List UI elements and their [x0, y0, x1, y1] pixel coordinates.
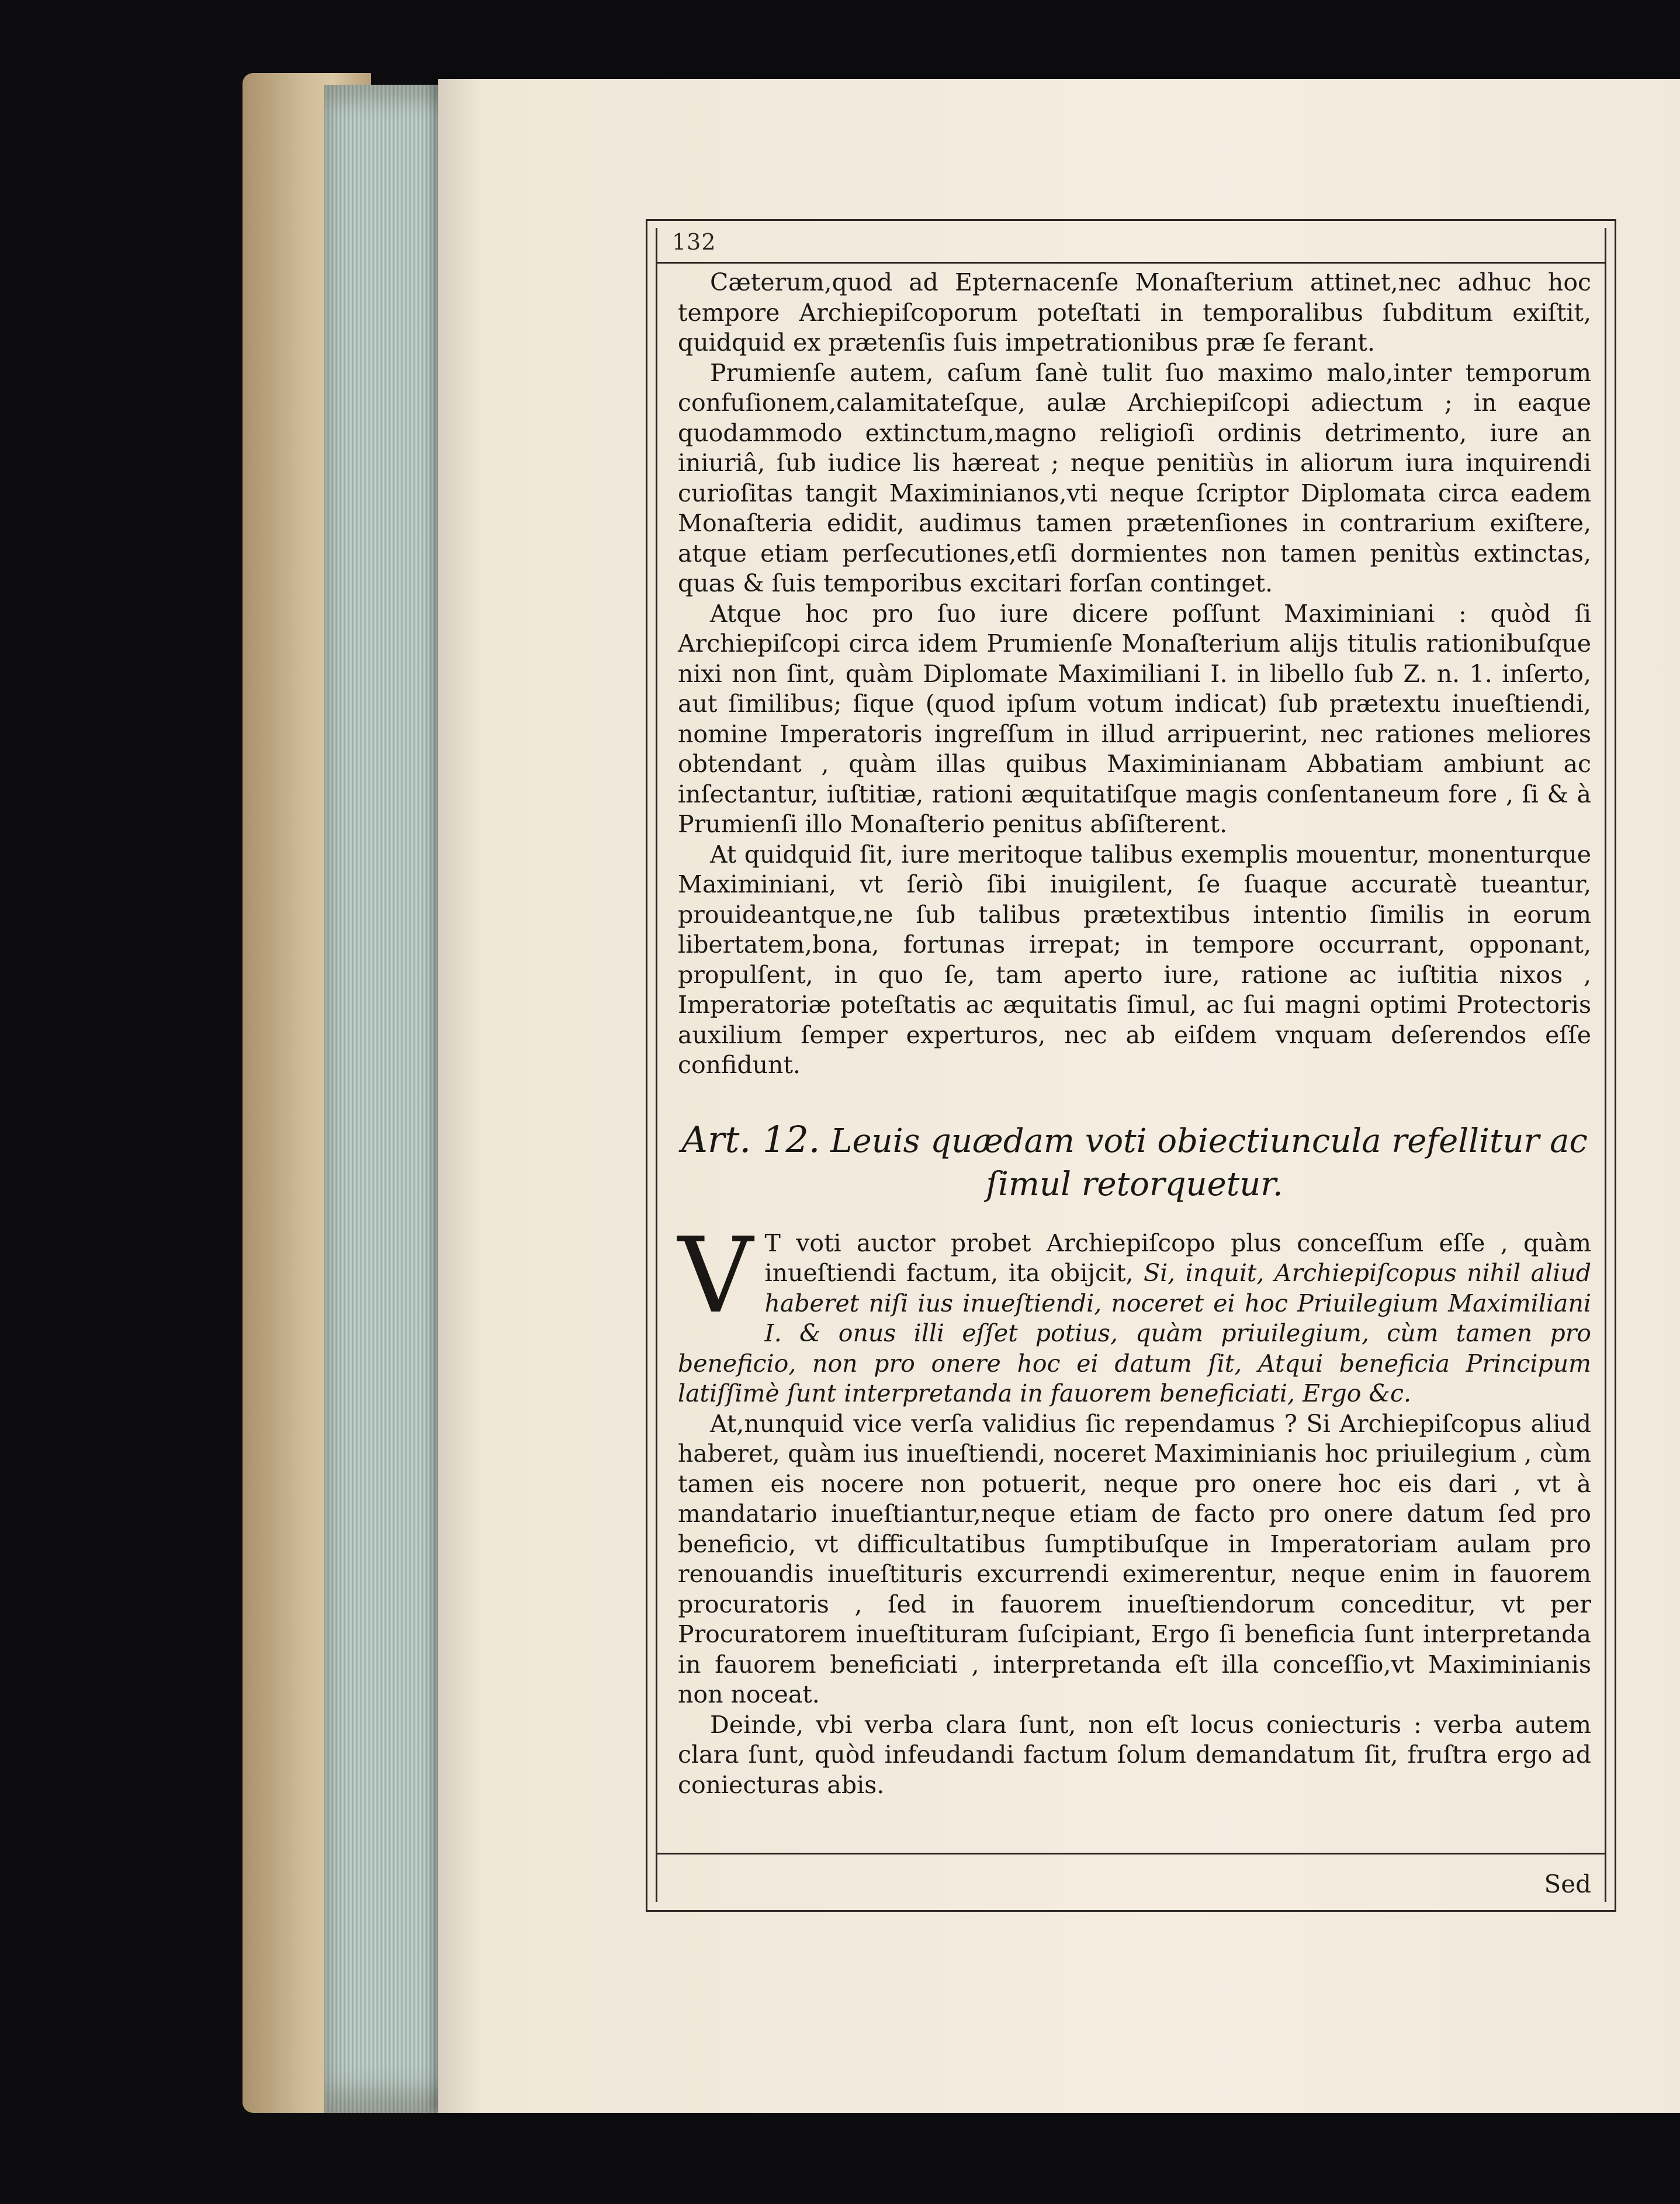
- paragraph: At quidquid ſit, iure meritoque talibus exemplis mouentur, monenturque Maximiniani, vt ſeriò ſibi inuigilent, ſe ſuaque accuratè tueantur, prouideantque,ne ſub talibus prætextibus intentio ſimilis in eorum libertatem,bona, fortunas irrepat; in tempore occurrant, opponant, propulſent, in quo ſe, tam aperto iure, ratione ac iuſtitia nixos , Imperatoriæ poteſtatis ac æquitatis ſimul, ac ſui magni optimi Protectoris auxilium ſemper experturos, nec ab eiſdem vnquam deſerendos eſſe confidunt.: [678, 840, 1591, 1079]
- drop-cap: V: [678, 1215, 753, 1336]
- quoted-objection: Si, inquit, Archiepiſcopus nihil aliud haberet niſi ius inueſtiendi, noceret ei hoc Priuilegium Maximiliani I. & onus illi eſſet potius, quàm priuilegium, cùm tamen pro beneficio, non pro onere hoc ei datum ſit, Atqui beneficia Principum latiſſimè ſunt interpretanda in fauorem beneficiati, Ergo &c.: [678, 1259, 1592, 1407]
- catchword: Sed: [1544, 1870, 1591, 1898]
- first-paragraph: [678, 1215, 1592, 1409]
- paragraph: Deinde, vbi verba clara ſunt, non eſt locus coniecturis : verba autem clara ſunt, quòd infeudandi factum ſolum demandatum ſit, fruſtra ergo ad coniecturas abis.: [678, 1710, 1591, 1799]
- text-frame: [646, 219, 1616, 1912]
- paragraph-text: T voti auctor probet Archiepiſcopo plus conceſſum eſſe , quàm inueſtiendi factum, ita obijcit,: [764, 1229, 1591, 1287]
- paragraph: At,nunquid vice verſa validius ſic rependamus ? Si Archiepiſcopus aliud haberet, quàm ius inueſtiendi, noceret Maximinianis hoc priuilegium , cùm tamen eis nocere non potuerit, neque pro onere hoc eis dari , vt à mandatario inueſtiantur,neque etiam de facto pro onere datum ſed pro beneficio, vt difficultatibus ſumptibuſque in Imperatoriam aulam pro renouandis inueſtituris excurrendi eximerentur, neque enim in fauorem procuratoris , ſed in fauorem inueſtiendorum conceditur, vt per Procuratorem inueſtituram ſuſcipiant, Ergo ſi beneficia ſunt interpretanda in fauorem beneficiati , interpretanda eſt illa conceſſio,vt Maximinianis non noceat.: [678, 1409, 1591, 1708]
- paragraph: Prumienſe autem, caſum ſanè tulit ſuo maximo malo,inter temporum confuſionem,calamitateſque, aulæ Archiepiſcopi adiectum ; in eaque quodammodo extinctum,magno religioſi ordinis detrimento, iure an iniuriâ, ſub iudice lis hæreat ; neque penitiùs in aliorum iura inquirendi curioſitas tangit Maximinianos,vti neque ſcriptor Diplomata circa eadem Monaſteria edidit, audimus tamen prætenſiones in contrarium exiſtere, atque etiam perſecutiones,etſi dormientes non tamen penitùs extinctas, quas & ſuis temporibus excitari forſan continget.: [678, 358, 1591, 597]
- footer-rule: [656, 1853, 1606, 1854]
- text-body: [678, 268, 1591, 1800]
- paragraph: Atque hoc pro ſuo iure dicere poſſunt Maximiniani : quòd ſi Archiepiſcopi circa idem Prumienſe Monaſterium alijs titulis rationibuſque nixi non ſint, quàm Diplomate Maximiliani I. in libello ſub Z. n. 1. inſerto, aut ſimilibus; ſique (quod ipſum votum indicat) ſub prætextu inueſtiendi, nomine Imperatoris ingreſſum in illud arripuerint, nec rationes meliores obtendant , quàm illas quibus Maximinianam Abbatiam ambiunt ac inſectantur, iuſtitiæ, rationi æquitatiſque magis conſentaneum fore , ſi & à Prumienſi illo Monaſterio penitus abſiſterent.: [678, 599, 1591, 838]
- article-heading: [678, 1118, 1591, 1206]
- page-number: 132: [672, 229, 716, 255]
- paragraph: Cæterum,quod ad Epternacenſe Monaſterium attinet,nec adhuc hoc tempore Archiepiſcoporum poteſtati in temporalibus ſubditum exiſtit, quidquid ex prætenſis ſuis impetrationibus præ ſe ferant.: [678, 268, 1591, 357]
- article-number: Art. 12.: [681, 1117, 820, 1161]
- paragraph: [678, 1215, 1592, 1409]
- header-rule: [656, 262, 1606, 264]
- article-title: Leuis quædam voti obiectiuncula refellitur ac ſimul retorquetur.: [830, 1122, 1588, 1203]
